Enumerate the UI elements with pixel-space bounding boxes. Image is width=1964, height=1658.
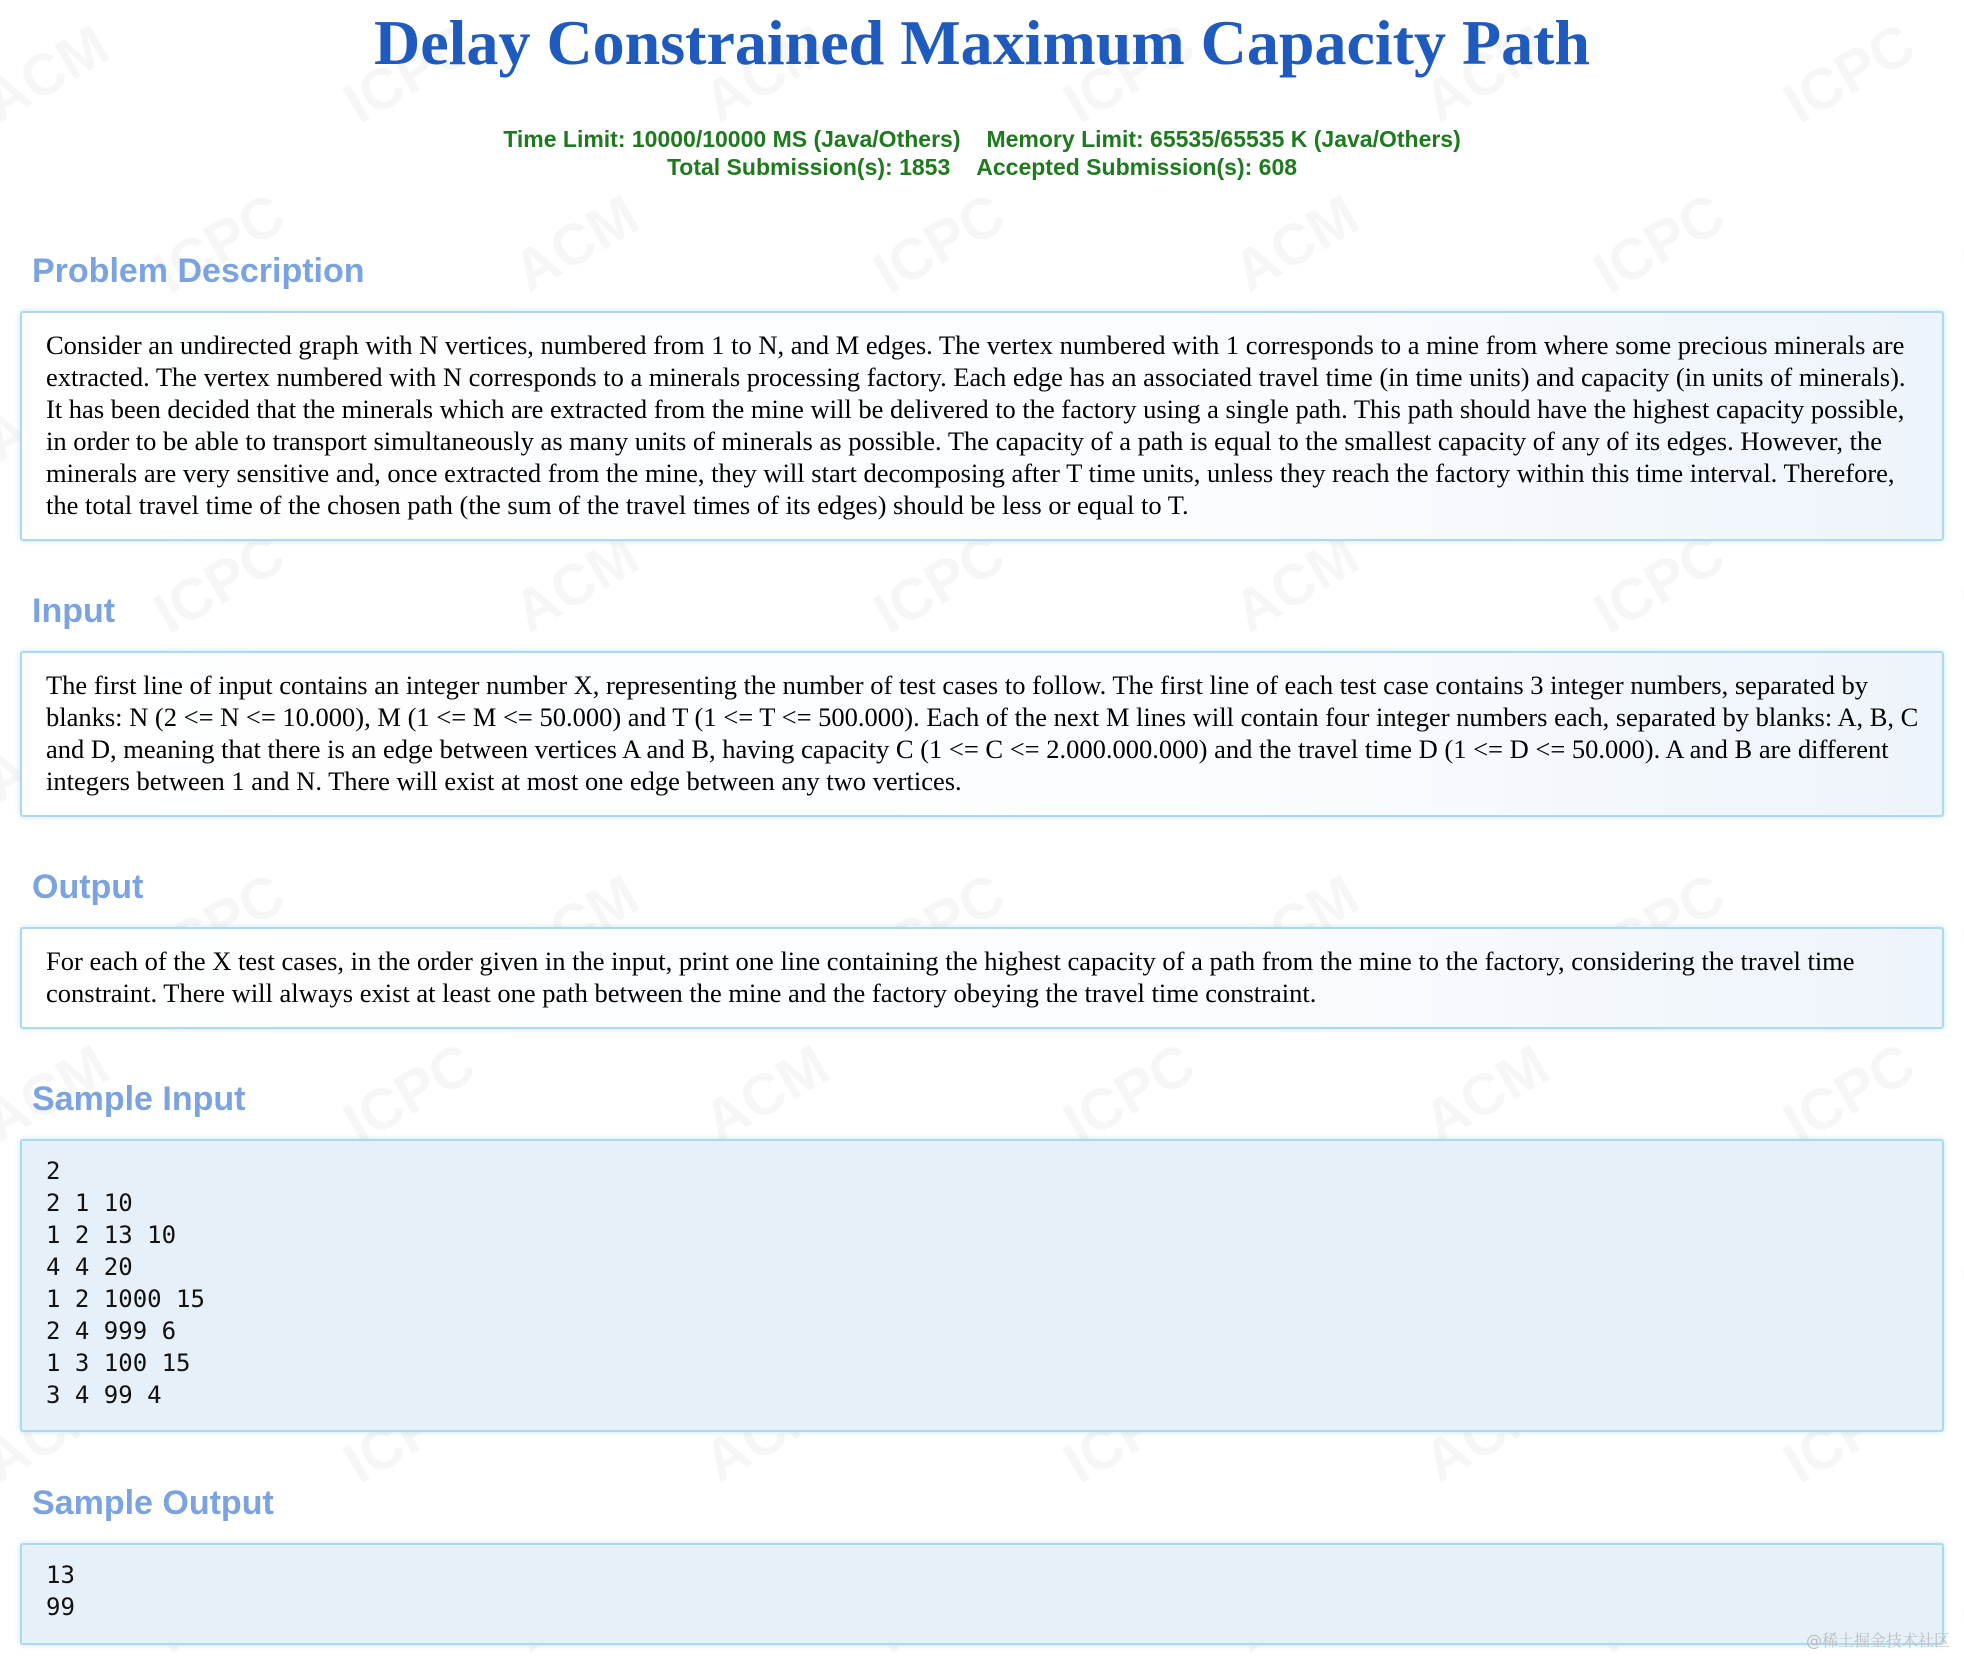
output-heading: Output: [32, 868, 144, 906]
sample-input-code: 2 2 1 10 1 2 13 10 4 4 20 1 2 1000 15 2 4 999 6 1 3 100 15 3 4 99 4: [46, 1157, 205, 1409]
input-text: The first line of input contains an integer number X, representing the number of test cases to follow. The first line of each test case contains 3 integer numbers, separated by blanks: N (2 <= N <= 10.000), M (1 <= M <= 50.000) and T (1 <= T <= 500.000). Each of the next M lines will contain four integer numbers each, separated by blanks: A, B, C and D, meaning that there is an edge between vertices A and B, having capacity C (1 <= C <= 2.000.000.000) and the travel time D (1 <= D <= 50.000). A and B are different integers between 1 and N. There will exist at most one edge between any two vertices.: [46, 670, 1919, 796]
output-text: For each of the X test cases, in the order given in the input, print one line containing the highest capacity of a path from the mine to the factory, considering the travel time constraint. There will always exist at least one path between the mine and the factory obeying the travel time constraint.: [46, 946, 1855, 1008]
input-heading: Input: [32, 592, 116, 630]
problem-description-text: Consider an undirected graph with N vertices, numbered from 1 to N, and M edges. The vertex numbered with 1 corresponds to a mine from where some precious minerals are extracted. The vertex numbered with N corresponds to a minerals processing factory. Each edge has an associated travel time (in time units) and capacity (in units of minerals). It has been decided that the minerals which are extracted from the mine will be delivered to the factory using a single path. This path should have the highest capacity possible, in order to be able to transport simultaneously as many units of minerals as possible. The capacity of a path is equal to the smallest capacity of any of its edges. However, the minerals are very sensitive and, once extracted from the mine, they will start decomposing after T time units, unless they reach the factory within this time interval. Therefore, the total travel time of the chosen path (the sum of the travel times of its edges) should be less or equal to T.: [46, 330, 1906, 520]
watermark-text: [1412, 1031, 1560, 1155]
accepted-submissions: Accepted Submission(s): 608: [976, 154, 1298, 180]
watermark-text: [1942, 521, 1964, 645]
input-panel: [20, 651, 1944, 817]
watermark-text: [1583, 180, 1737, 307]
watermark-text: [1942, 181, 1964, 305]
watermark-text: [692, 1031, 840, 1155]
watermark-text: [1222, 181, 1370, 305]
sample-output-code: 13 99: [46, 1561, 75, 1621]
sample-output-panel: [20, 1543, 1944, 1645]
memory-limit: Memory Limit: 65535/65535 K (Java/Others): [986, 126, 1461, 152]
limits-line-1: [0, 126, 1964, 153]
sample-input-panel: [20, 1139, 1944, 1432]
credit-watermark: @稀土掘金技术社区: [1805, 1631, 1950, 1650]
sample-output-heading: Sample Output: [32, 1484, 274, 1522]
problem-description-heading: Problem Description: [32, 252, 365, 290]
page-title: Delay Constrained Maximum Capacity Path: [374, 7, 1590, 78]
watermark-text: [502, 181, 650, 305]
total-submissions: Total Submission(s): 1853: [666, 154, 951, 180]
problem-description-panel: [20, 311, 1944, 541]
watermark-text: [1942, 1201, 1964, 1325]
time-limit: Time Limit: 10000/10000 MS (Java/Others): [503, 126, 961, 152]
output-panel: [20, 927, 1944, 1029]
limits-line-2: [0, 154, 1964, 181]
watermark-text: [1942, 861, 1964, 985]
watermark-text: [863, 180, 1017, 307]
sample-input-heading: Sample Input: [32, 1080, 246, 1118]
